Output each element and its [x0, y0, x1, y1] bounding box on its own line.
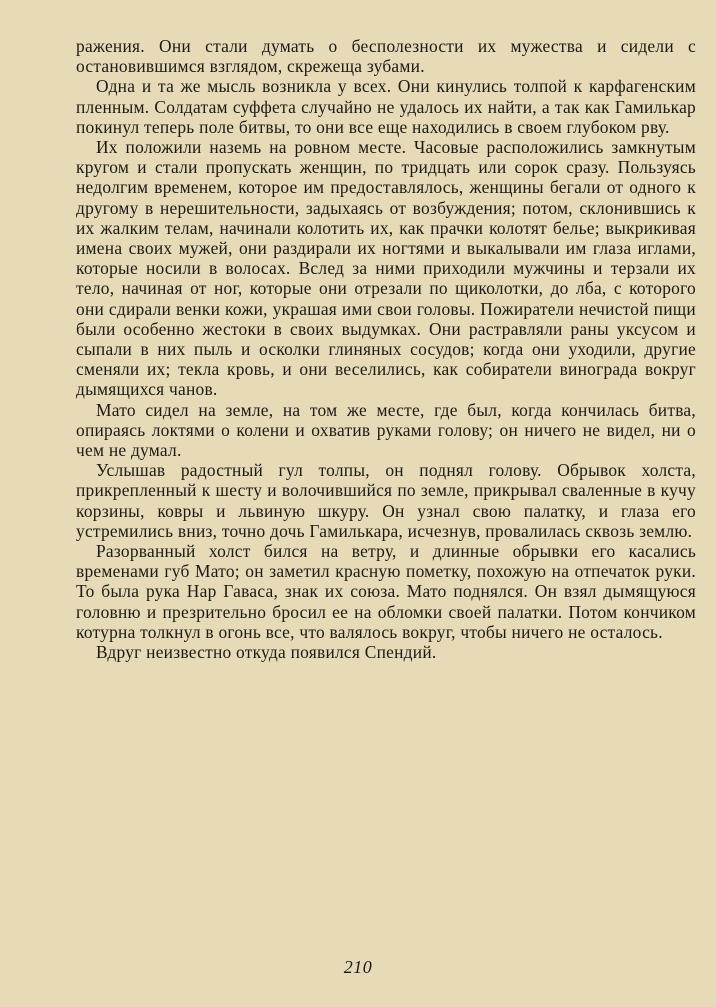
paragraph-6: Разорванный холст бился на ветру, и длинные обрывки его касались временами губ Мато; он заметил красную пометку, похожую на отпечаток руки. То была рука Нар Гаваса, знак их союза. Мато поднялся. Он взял дымящуюся головню и презрительно бросил ее на обломки своей палатки. Потом кончиком котурна толкнул в огонь все, что валялось вокруг, чтобы ничего не осталось.	[76, 541, 696, 642]
paragraph-5: Услышав радостный гул толпы, он поднял голову. Обрывок холста, прикрепленный к шесту и волочившийся по земле, прикрывал сваленные в кучу корзины, ковры и львиную шкуру. Он узнал свою палатку, и глаза его устремились вниз, точно дочь Гамилькара, исчезнув, провалилась сквозь землю.	[76, 460, 696, 541]
page-number: 210	[343, 957, 373, 977]
paragraph-1: ражения. Они стали думать о бесполезности их мужества и сидели с остановившимся взглядом, скрежеща зубами.	[76, 36, 696, 77]
text-block	[76, 36, 696, 662]
paragraph-7: Вдруг неизвестно откуда появился Спендий.	[96, 642, 437, 663]
paragraph-3: Их положили наземь на ровном месте. Часовые расположились замкнутым кругом и стали пропускать женщин, по тридцать или сорок сразу. Пользуясь недолгим временем, которое им предоставлялось, женщины бегали от одного к другому в нерешительности, задыхаясь от возбуждения; потом, склонившись к их жалким телам, начинали колотить их, как прачки колотят белье; выкрикивая имена своих мужей, они раздирали их ногтями и выкалывали им глаза иглами, которые носили в волосах. Вслед за ними приходили мужчины и терзали их тело, начиная от ног, которые они отрезали по щиколотки, до лба, с которого они сдирали венки кожи, украшая ими свои головы. Пожиратели нечистой пищи были особенно жестоки в своих выдумках. Они растравляли раны уксусом и сыпали в них пыль и осколки глиняных сосудов; когда они уходили, другие сменяли их; текла кровь, и они веселились, как собиратели винограда вокруг дымящихся чанов.	[76, 137, 696, 400]
paragraph-4: Мато сидел на земле, на том же месте, где был, когда кончилась битва, опираясь локтями о колени и охватив руками голову; он ничего не видел, ни о чем не думал.	[76, 399, 696, 461]
paragraph-2: Одна и та же мысль возникла у всех. Они кинулись толпой к карфагенским пленным. Солдатам суффета случайно не удалось их найти, а так как Гамилькар покинул теперь поле битвы, то они все еще находились в своем глубоком рву.	[76, 76, 696, 137]
